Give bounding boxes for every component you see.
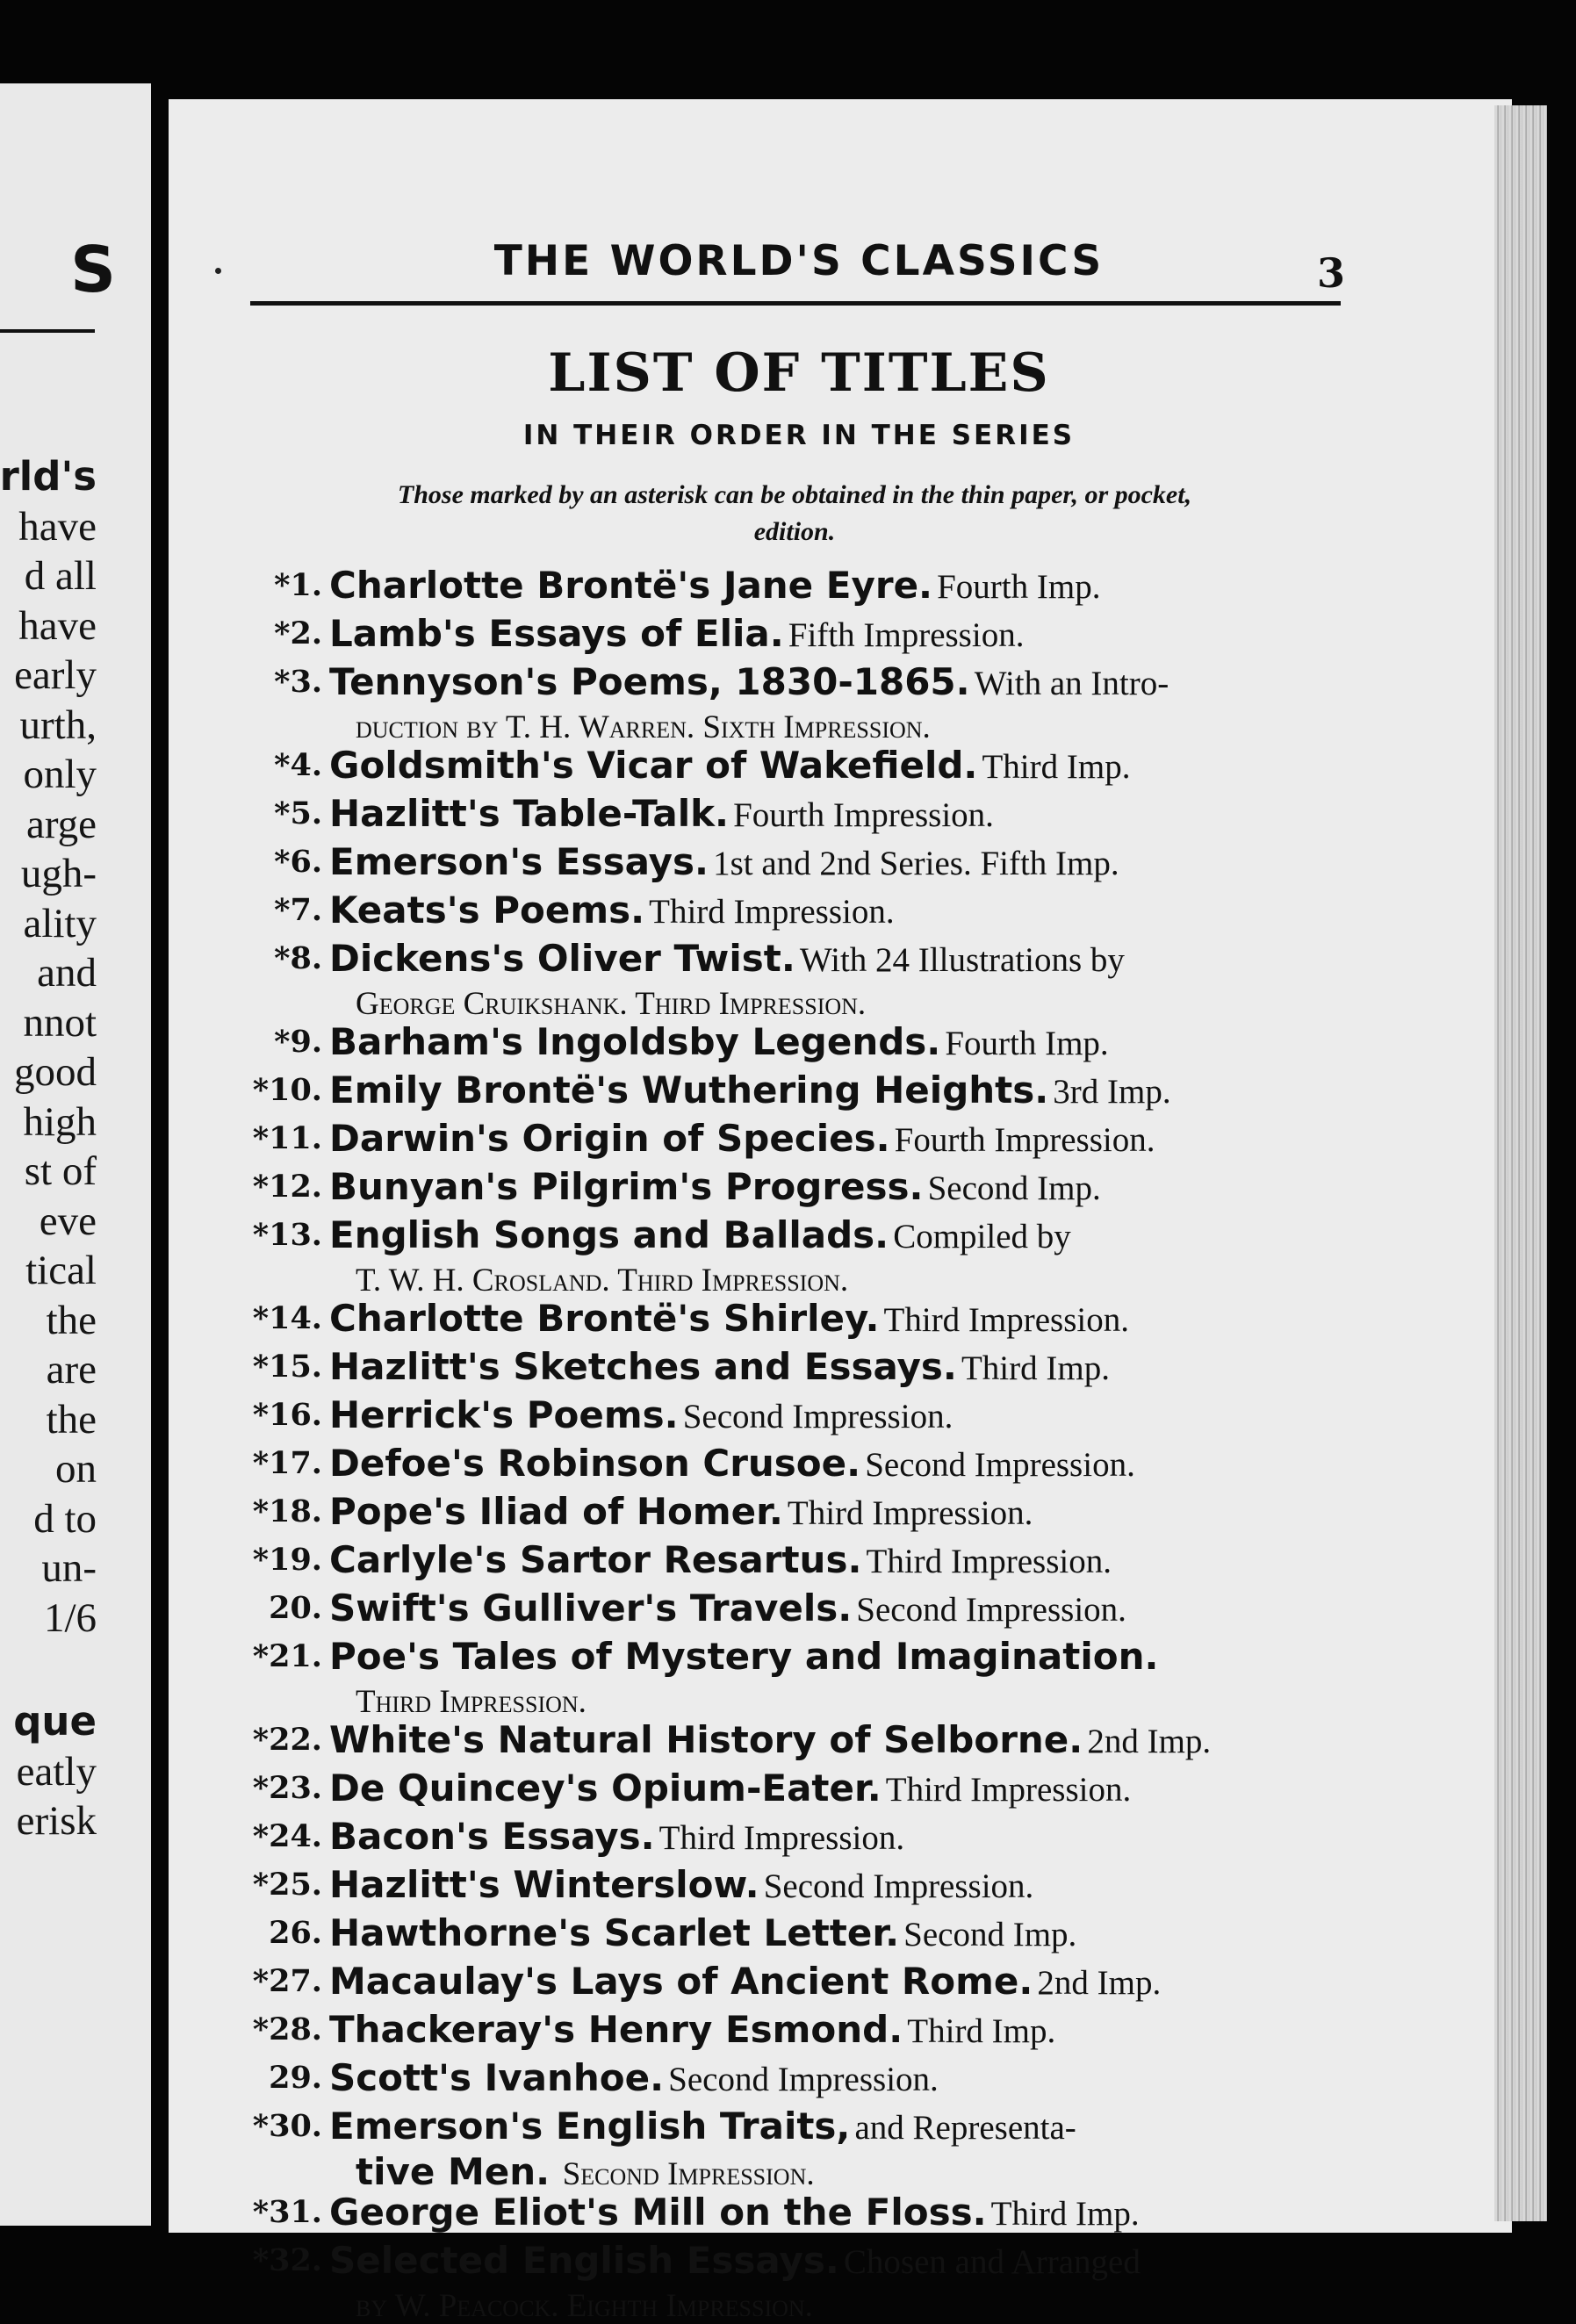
title-entry <box>224 565 1339 614</box>
title-entry <box>224 1768 1339 1817</box>
title-detail: Third Impression. <box>787 1494 1033 1532</box>
title-name: Pope's Iliad of Homer. <box>329 1490 783 1533</box>
title-entry <box>224 1588 1339 1637</box>
title-detail: Fourth Imp. <box>945 1025 1109 1062</box>
title-entry <box>224 2192 1339 2241</box>
left-page-line: and <box>37 950 97 996</box>
left-page-line: early <box>14 652 97 698</box>
title-entry <box>224 1299 1339 1347</box>
title-number: *15. <box>252 1349 322 1385</box>
title-detail: With an Intro- <box>974 665 1169 702</box>
list-title: LIST OF TITLES <box>548 342 1050 404</box>
title-number: 20. <box>269 1590 322 1626</box>
title-entry <box>224 2241 1339 2289</box>
asterisk-note-line: edition. <box>753 517 836 546</box>
title-number: *12. <box>252 1169 322 1205</box>
title-name: Emerson's Essays. <box>329 840 709 883</box>
title-detail: Second Imp. <box>927 1169 1101 1207</box>
title-detail: Fourth Imp. <box>937 568 1101 606</box>
title-continuation <box>224 987 1339 1022</box>
left-page-line: have <box>18 503 97 550</box>
title-entry <box>224 1443 1339 1492</box>
title-number: *31. <box>252 2194 322 2230</box>
title-entry <box>224 1913 1339 1961</box>
title-name: Poe's Tales of Mystery and Imagination. <box>329 1635 1159 1678</box>
left-page-line: ality <box>23 900 97 946</box>
left-page-line: 1/6 <box>43 1594 97 1641</box>
title-number: *32. <box>252 2242 322 2278</box>
title-detail-continued: by W. Peacock. Eighth Impression. <box>356 2288 813 2324</box>
title-number: *23. <box>252 1770 322 1806</box>
title-continuation <box>224 2150 1339 2193</box>
left-page-fragment <box>0 83 151 2226</box>
title-continuation <box>224 1685 1339 1720</box>
title-entry <box>224 1865 1339 1913</box>
left-page-line: erisk <box>16 1798 97 1844</box>
left-page-gap <box>0 1643 97 1697</box>
title-name: De Quincey's Opium-Eater. <box>329 1766 882 1810</box>
title-name: Macaulay's Lays of Ancient Rome. <box>329 1960 1033 2003</box>
title-entry <box>224 1961 1339 2010</box>
left-page-line: eve <box>39 1198 97 1244</box>
title-name: Thackeray's Henry Esmond. <box>329 2008 903 2051</box>
page-number: 3 <box>1317 249 1346 297</box>
title-number: *14. <box>252 1300 322 1336</box>
title-entry <box>224 794 1339 842</box>
title-detail: Second Impression. <box>865 1446 1135 1484</box>
title-number: *8. <box>274 940 322 976</box>
title-number: *1. <box>274 567 322 603</box>
title-name: Charlotte Brontë's Shirley. <box>329 1297 880 1340</box>
title-detail: and Representa- <box>854 2109 1076 2147</box>
title-name: Barham's Ingoldsby Legends. <box>329 1020 941 1063</box>
title-continuation <box>224 1263 1339 1299</box>
title-entry <box>224 1817 1339 1865</box>
left-page-line: un- <box>41 1545 97 1591</box>
left-page-line: arge <box>25 801 97 847</box>
title-detail: Third Impression. <box>658 1819 905 1857</box>
left-page-line: good <box>14 1049 97 1095</box>
title-detail: Third Imp. <box>990 2195 1140 2233</box>
title-detail: Third Impression. <box>883 1301 1129 1339</box>
title-entry <box>224 2010 1339 2058</box>
titles-list <box>224 565 1339 2324</box>
title-continuation <box>224 2289 1339 2324</box>
title-detail-continued: George Cruikshank. Third Impression. <box>356 986 867 1022</box>
left-page-line: eatly <box>16 1748 97 1795</box>
left-page-line: ugh- <box>20 851 97 896</box>
title-continuation <box>224 710 1339 745</box>
title-number: *2. <box>274 615 322 651</box>
left-page-line: tical <box>25 1248 97 1293</box>
title-name: Lamb's Essays of Elia. <box>329 612 784 655</box>
title-number: *17. <box>252 1445 322 1481</box>
title-detail: With 24 Illustrations by <box>799 941 1125 979</box>
title-number: 26. <box>269 1915 322 1951</box>
title-detail: Second Impression. <box>682 1398 954 1435</box>
left-page-line: urth, <box>19 702 97 748</box>
left-page-line: d all <box>24 553 97 599</box>
title-detail: Third Impression. <box>866 1543 1112 1580</box>
title-entry <box>224 890 1339 939</box>
title-number: *28. <box>252 2011 322 2047</box>
title-detail: 2nd Imp. <box>1037 1964 1162 2002</box>
running-head: THE WORLD'S CLASSICS <box>493 237 1105 285</box>
page-edge <box>1494 105 1547 2221</box>
title-detail: Chosen and Arranged <box>843 2243 1141 2281</box>
title-number: *27. <box>252 1963 322 1999</box>
left-page-line: high <box>23 1098 97 1145</box>
left-page-line: the <box>46 1297 97 1343</box>
title-detail-continued: T. W. H. Crosland. Third Impression. <box>356 1263 849 1299</box>
title-entry <box>224 1119 1339 1167</box>
title-name: Scott's Ivanhoe. <box>329 2056 665 2099</box>
title-number: *16. <box>252 1397 322 1433</box>
title-name: Hazlitt's Sketches and Essays. <box>329 1345 957 1388</box>
title-name: Tennyson's Poems, 1830-1865. <box>329 660 970 703</box>
title-entry <box>224 1637 1339 1685</box>
title-detail: Third Imp. <box>907 2012 1056 2050</box>
title-name: Dickens's Oliver Twist. <box>329 937 795 980</box>
title-entry <box>224 2058 1339 2106</box>
title-entry <box>224 1070 1339 1119</box>
title-detail: Third Impression. <box>885 1771 1132 1809</box>
title-number: *21. <box>252 1638 322 1674</box>
title-number: *3. <box>274 664 322 700</box>
running-head-rule <box>250 301 1341 306</box>
title-entry <box>224 1540 1339 1588</box>
title-number: *13. <box>252 1217 322 1253</box>
left-page-line: the <box>46 1396 97 1443</box>
left-page-line: st of <box>24 1148 97 1194</box>
title-detail: Third Imp. <box>961 1349 1110 1387</box>
title-detail: Third Impression. <box>649 893 895 931</box>
title-name: Hawthorne's Scarlet Letter. <box>329 1911 900 1954</box>
title-name: Bunyan's Pilgrim's Progress. <box>329 1165 924 1208</box>
asterisk-note-line: Those marked by an asterisk can be obtained in the thin paper, or pocket, <box>397 480 1192 509</box>
title-detail: Fourth Impression. <box>894 1121 1155 1159</box>
title-number: *9. <box>274 1024 322 1060</box>
title-name: Bacon's Essays. <box>329 1815 655 1858</box>
title-number: *25. <box>252 1867 322 1903</box>
title-detail: Second Impression. <box>856 1591 1126 1629</box>
left-page-line: are <box>46 1347 97 1392</box>
title-entry <box>224 1167 1339 1215</box>
left-page-line: que <box>13 1698 97 1745</box>
title-name: George Eliot's Mill on the Floss. <box>329 2191 987 2234</box>
title-entry <box>224 2106 1339 2155</box>
title-entry <box>224 614 1339 662</box>
title-number: 29. <box>269 2060 322 2096</box>
left-page-line: nnot <box>23 999 97 1046</box>
title-name: Hazlitt's Winterslow. <box>329 1863 759 1906</box>
title-number: *22. <box>252 1722 322 1758</box>
left-page-heading: S <box>70 233 116 306</box>
title-name: Swift's Gulliver's Travels. <box>329 1587 853 1630</box>
title-detail-continued: Third Impression. <box>356 1684 587 1720</box>
title-name: Darwin's Origin of Species. <box>329 1117 890 1160</box>
title-entry <box>224 662 1339 710</box>
title-number: *30. <box>252 2108 322 2144</box>
title-name: Charlotte Brontë's Jane Eyre. <box>329 564 933 607</box>
title-name: Emerson's English Traits, <box>329 2105 851 2148</box>
title-number: *10. <box>252 1072 322 1108</box>
title-detail-continued: Second Impression. <box>562 2156 815 2192</box>
title-entry <box>224 1347 1339 1395</box>
title-entry <box>224 1720 1339 1768</box>
left-page-line: have <box>18 602 97 649</box>
title-entry <box>224 842 1339 890</box>
title-name: Keats's Poems. <box>329 889 645 932</box>
title-number: *18. <box>252 1493 322 1529</box>
title-entry <box>224 1395 1339 1443</box>
title-name: White's Natural History of Selborne. <box>329 1718 1083 1761</box>
title-detail: Fifth Impression. <box>788 616 1025 654</box>
left-page-line: d to <box>33 1495 97 1542</box>
title-entry <box>224 745 1339 794</box>
title-name: English Songs and Ballads. <box>329 1213 889 1256</box>
title-number: *11. <box>252 1120 322 1156</box>
running-head-dot <box>215 268 221 274</box>
title-detail: Second Impression. <box>668 2061 939 2098</box>
title-number: *5. <box>274 795 322 831</box>
title-entry <box>224 1215 1339 1263</box>
title-number: *7. <box>274 892 322 928</box>
title-detail: Compiled by <box>893 1218 1071 1256</box>
title-number: *4. <box>274 747 322 783</box>
left-page-line: only <box>23 752 97 797</box>
left-page-text <box>0 452 97 1846</box>
title-number: *19. <box>252 1542 322 1578</box>
title-detail: 1st and 2nd Series. Fifth Imp. <box>713 845 1119 882</box>
title-name: Defoe's Robinson Crusoe. <box>329 1442 861 1485</box>
left-page-rule <box>0 329 95 333</box>
title-detail: Second Imp. <box>903 1916 1077 1953</box>
title-name-continued: tive Men. <box>356 2150 563 2193</box>
title-name: Carlyle's Sartor Resartus. <box>329 1538 862 1581</box>
title-name: Hazlitt's Table-Talk. <box>329 792 730 835</box>
title-name: Selected English Essays. <box>329 2239 839 2282</box>
title-name: Emily Brontë's Wuthering Heights. <box>329 1068 1049 1112</box>
title-detail: Fourth Impression. <box>733 796 994 834</box>
asterisk-note <box>277 477 1313 550</box>
left-page-line: rld's <box>0 453 97 500</box>
title-entry <box>224 1492 1339 1540</box>
left-page-line: on <box>55 1446 97 1492</box>
title-name: Herrick's Poems. <box>329 1393 679 1436</box>
list-subtitle: IN THEIR ORDER IN THE SERIES <box>522 420 1076 451</box>
title-entry <box>224 939 1339 987</box>
title-detail: Third Imp. <box>982 748 1131 786</box>
title-detail: 3rd Imp. <box>1053 1073 1171 1111</box>
title-detail: Second Impression. <box>763 1867 1034 1905</box>
title-detail: 2nd Imp. <box>1087 1723 1212 1760</box>
title-entry <box>224 1022 1339 1070</box>
title-number: *24. <box>252 1818 322 1854</box>
title-number: *6. <box>274 844 322 880</box>
title-name: Goldsmith's Vicar of Wakefield. <box>329 744 978 787</box>
title-detail-continued: duction by T. H. Warren. Sixth Impression. <box>356 709 931 745</box>
